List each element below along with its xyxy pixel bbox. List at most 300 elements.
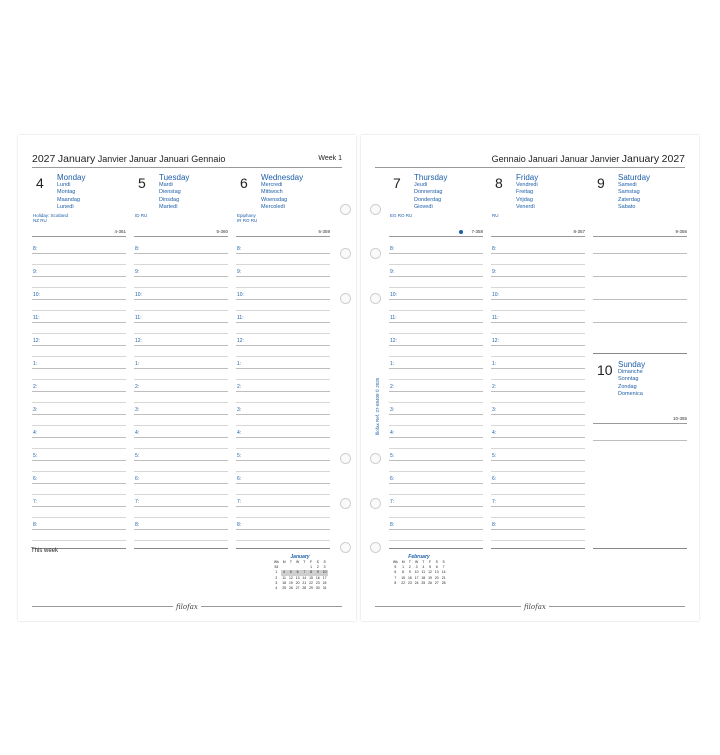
hour-label: 5: [135, 453, 140, 459]
hour-line [134, 437, 228, 438]
half-hour-line [491, 287, 585, 288]
half-hour-line [389, 448, 483, 449]
hour-label: 9: [33, 269, 38, 275]
half-hour-line [236, 356, 330, 357]
half-hour-line [32, 356, 126, 357]
weekend-divider [593, 353, 687, 354]
half-hour-line [134, 356, 228, 357]
day-name: Wednesday [261, 173, 304, 182]
hour-line [236, 276, 330, 277]
day-of-year [573, 229, 585, 234]
hour-line [32, 345, 126, 346]
calendar-day-cell: 7 [442, 565, 445, 570]
hour-label: 9: [390, 269, 395, 275]
day-translation: Lunedì [57, 203, 74, 210]
calendar-day-cell: 11 [282, 575, 286, 580]
day-translation: Samstag [618, 189, 640, 196]
hour-label: 12: [492, 338, 499, 344]
column-bottom-line [236, 548, 330, 549]
hour-label: 5: [33, 453, 38, 459]
half-hour-line [491, 402, 585, 403]
half-hour-line [236, 517, 330, 518]
calendar-day-cell: 17 [322, 575, 327, 580]
day-note-line: IR RO RU [237, 218, 258, 223]
day-translation: Mercredi [261, 182, 283, 188]
hour-line [491, 345, 585, 346]
day-of-year-text: 4-361 [114, 229, 126, 234]
hour-label: 3: [237, 407, 242, 413]
hour-line [32, 437, 126, 438]
calendar-header-cell: T [422, 560, 425, 565]
calendar-header-cell: S [435, 560, 438, 565]
binder-hole [340, 453, 351, 464]
calendar-header-cell: F [429, 560, 432, 565]
writing-line [593, 299, 687, 300]
calendar-day-cell: 26 [288, 586, 293, 591]
calendar-day-cell: 5 [394, 565, 397, 570]
half-hour-line [236, 287, 330, 288]
right-page-header [375, 153, 685, 168]
half-hour-line [32, 471, 126, 472]
binder-hole [340, 542, 351, 553]
week-number: Week 1 [318, 155, 342, 162]
calendar-header-cell: M [401, 560, 405, 565]
hour-line [32, 299, 126, 300]
calendar-header-cell: Wk [273, 560, 279, 565]
hour-line [491, 368, 585, 369]
hour-line [236, 437, 330, 438]
half-hour-line [32, 333, 126, 334]
calendar-day-cell: 22 [401, 580, 405, 585]
binder-hole [340, 498, 351, 509]
hour-label: 11: [237, 315, 244, 321]
calendar-day-cell: 15 [309, 575, 313, 580]
hour-line [32, 483, 126, 484]
day-divider [134, 236, 228, 237]
calendar-day-cell: 18 [421, 575, 426, 580]
hour-label: 4: [390, 430, 395, 436]
calendar-day-cell: 53 [274, 565, 279, 570]
day-translation: Venerdì [516, 203, 535, 210]
day-number: 6 [240, 175, 248, 191]
hour-line [236, 253, 330, 254]
hour-line [491, 414, 585, 415]
hour-label: 2: [390, 384, 395, 390]
half-hour-line [491, 310, 585, 311]
day-divider [236, 236, 330, 237]
day-note [237, 213, 257, 223]
hour-label: 8: [237, 522, 242, 528]
calendar-day-cell: 26 [428, 580, 432, 585]
half-hour-line [389, 517, 483, 518]
hour-label: 11: [33, 315, 40, 321]
hour-label: 1: [237, 361, 242, 367]
hour-label: 8: [390, 246, 395, 252]
calendar-day-cell: 4 [422, 565, 425, 570]
hour-label: 10: [390, 292, 397, 298]
day-translation: Freitag [516, 189, 534, 196]
hour-line [491, 483, 585, 484]
half-hour-line [236, 264, 330, 265]
calendar-header-cell: S [316, 560, 319, 565]
mini-calendar-january [272, 554, 328, 591]
hour-label: 11: [390, 315, 397, 321]
hour-line [134, 414, 228, 415]
day-divider [491, 236, 585, 237]
hour-label: 2: [135, 384, 140, 390]
month: January [57, 153, 96, 165]
calendar-day-cell: 14 [441, 570, 446, 575]
calendar-day-cell: 27 [295, 586, 300, 591]
half-hour-line [32, 287, 126, 288]
day-translations [618, 182, 640, 211]
half-hour-line [389, 356, 483, 357]
hour-line [389, 460, 483, 461]
day-translation: Mercoledì [261, 203, 286, 210]
day-of-year-text: 8-357 [573, 229, 585, 234]
right-page [361, 135, 699, 621]
half-hour-line [134, 425, 228, 426]
hour-label: 5: [492, 453, 497, 459]
binder-hole [340, 293, 351, 304]
mini-calendar-title: February [408, 554, 430, 560]
calendar-day-cell: 5 [429, 565, 431, 570]
hour-line [491, 529, 585, 530]
month: January [621, 153, 660, 165]
hour-label: 2: [33, 384, 38, 390]
day-name: Friday [516, 173, 539, 182]
calendar-day-cell: 24 [414, 580, 419, 585]
hour-label: 12: [237, 338, 244, 344]
calendar-day-cell: 10 [414, 570, 419, 575]
day-translation: Jeudi [414, 182, 428, 188]
hour-line [491, 322, 585, 323]
hour-label: 8: [492, 522, 497, 528]
day-translation: Mardi [159, 182, 173, 188]
half-hour-line [236, 402, 330, 403]
calendar-day-cell: 1 [402, 565, 405, 570]
hour-line [32, 460, 126, 461]
day-translation: Martedì [159, 203, 178, 210]
binder-hole [370, 293, 381, 304]
half-hour-line [134, 287, 228, 288]
day-translations [618, 369, 643, 398]
calendar-day-cell: 22 [309, 580, 313, 585]
hour-label: 10: [135, 292, 142, 298]
half-hour-line [491, 425, 585, 426]
day-divider [593, 423, 687, 424]
hour-line [491, 253, 585, 254]
day-translations [516, 182, 538, 211]
hour-label: 2: [492, 384, 497, 390]
hour-line [389, 368, 483, 369]
hour-line [389, 345, 483, 346]
half-hour-line [134, 264, 228, 265]
hour-line [32, 276, 126, 277]
day-translation: Mittwoch [261, 189, 283, 196]
hour-line [491, 299, 585, 300]
mini-calendar-title: January [290, 554, 310, 560]
calendar-day-cell: 2 [316, 565, 319, 570]
day-of-year [318, 229, 330, 234]
hour-label: 11: [492, 315, 499, 321]
calendar-day-cell: 5 [287, 570, 294, 575]
calendar-day-cell: 2 [408, 565, 411, 570]
calendar-day-cell: 1 [310, 565, 312, 570]
day-translation: Dinsdag [159, 196, 180, 203]
hour-label: 4: [135, 430, 140, 436]
calendar-day-cell: 31 [322, 586, 327, 591]
hour-line [32, 506, 126, 507]
half-hour-line [491, 540, 585, 541]
day-name: Thursday [414, 173, 448, 182]
hour-line [236, 299, 330, 300]
calendar-day-cell: 2 [275, 575, 278, 580]
day-name: Sunday [618, 360, 646, 369]
hour-line [389, 437, 483, 438]
year: 2027 [661, 153, 685, 165]
calendar-day-cell: 15 [401, 575, 405, 580]
half-hour-line [491, 448, 585, 449]
vertical-brand-text: filofax Ref. 27-68408 © 2025 [375, 377, 380, 435]
hour-label: 8: [135, 246, 140, 252]
hour-line [389, 299, 483, 300]
calendar-week-row [391, 581, 447, 586]
hour-label: 8: [492, 246, 497, 252]
calendar-day-cell: 7 [394, 575, 397, 580]
calendar-day-cell: 17 [414, 575, 419, 580]
hour-label: 9: [237, 269, 242, 275]
day-note-line: NZ RU [33, 218, 47, 223]
half-hour-line [32, 402, 126, 403]
hour-label: 5: [237, 453, 242, 459]
calendar-day-cell: 19 [288, 580, 293, 585]
month-translations: Janvier Januar Januari Gennaio [97, 154, 226, 164]
hour-label: 4: [237, 430, 242, 436]
day-note [390, 213, 412, 218]
hour-label: 8: [237, 246, 242, 252]
half-hour-line [236, 494, 330, 495]
day-number: 4 [36, 175, 44, 191]
day-of-year-text: 6-359 [318, 229, 330, 234]
writing-line [593, 440, 687, 441]
hour-label: 10: [237, 292, 244, 298]
hour-label: 12: [390, 338, 397, 344]
half-hour-line [236, 448, 330, 449]
year: 2027 [32, 153, 56, 165]
calendar-day-cell: 23 [407, 580, 412, 585]
day-translation: Maandag [57, 196, 80, 203]
binder-hole [370, 453, 381, 464]
hour-line [32, 529, 126, 530]
calendar-header-cell: W [295, 560, 300, 565]
day-divider [389, 236, 483, 237]
hour-label: 6: [135, 476, 140, 482]
half-hour-line [389, 379, 483, 380]
half-hour-line [32, 379, 126, 380]
hour-label: 7: [33, 499, 38, 505]
calendar-day-cell: 6 [294, 570, 301, 575]
hour-label: 3: [135, 407, 140, 413]
day-of-year [216, 229, 228, 234]
calendar-day-cell: 4 [281, 570, 288, 575]
half-hour-line [389, 264, 483, 265]
day-translation: Samedi [618, 182, 637, 188]
calendar-day-cell: 16 [315, 575, 320, 580]
left-page [18, 135, 356, 621]
column-bottom-line [593, 548, 687, 549]
calendar-day-cell: 24 [322, 580, 327, 585]
day-translation: Domenica [618, 390, 643, 397]
calendar-day-cell: 28 [302, 586, 307, 591]
calendar-header-cell: Wk [392, 560, 398, 565]
half-hour-line [236, 471, 330, 472]
left-page-header [32, 153, 342, 168]
hour-label: 10: [33, 292, 40, 298]
hour-line [236, 322, 330, 323]
hour-label: 8: [33, 522, 38, 528]
day-note-line: Holiday: Scotland [33, 213, 69, 218]
calendar-day-cell: 29 [309, 586, 313, 591]
column-bottom-line [134, 548, 228, 549]
calendar-day-cell: 12 [288, 575, 293, 580]
half-hour-line [134, 402, 228, 403]
half-hour-line [32, 517, 126, 518]
day-note-line: Epiphany [237, 213, 256, 218]
hour-label: 7: [390, 499, 395, 505]
hour-line [32, 391, 126, 392]
half-hour-line [134, 540, 228, 541]
half-hour-line [32, 425, 126, 426]
hour-line [134, 345, 228, 346]
half-hour-line [32, 540, 126, 541]
calendar-header-cell: S [442, 560, 445, 565]
calendar-header-cell: W [414, 560, 419, 565]
calendar-day-cell: 12 [428, 570, 432, 575]
hour-line [236, 460, 330, 461]
half-hour-line [491, 471, 585, 472]
half-hour-line [134, 517, 228, 518]
calendar-week-row [272, 586, 328, 591]
day-translation: Donnerstag [414, 189, 443, 196]
writing-line [593, 276, 687, 277]
hour-line [389, 276, 483, 277]
half-hour-line [236, 333, 330, 334]
hour-label: 3: [390, 407, 395, 413]
calendar-header-cell: T [408, 560, 411, 565]
day-of-year [673, 416, 687, 421]
calendar-day-cell: 21 [441, 575, 446, 580]
hour-line [236, 529, 330, 530]
calendar-day-cell: 19 [428, 575, 432, 580]
calendar-day-cell: 20 [295, 580, 300, 585]
hour-label: 12: [135, 338, 142, 344]
hour-label: 1: [135, 361, 140, 367]
calendar-day-cell: 25 [282, 586, 286, 591]
day-translation: Donderdag [414, 196, 442, 203]
day-translation: Giovedì [414, 203, 433, 210]
writing-line [593, 253, 687, 254]
calendar-day-cell: 27 [434, 580, 439, 585]
day-translation: Dienstag [159, 189, 181, 196]
day-note [33, 213, 68, 223]
binder-hole [370, 204, 381, 215]
hour-line [134, 506, 228, 507]
calendar-day-cell: 8 [402, 570, 405, 575]
hour-line [236, 345, 330, 346]
hour-line [32, 368, 126, 369]
hour-line [389, 322, 483, 323]
day-translation: Montag [57, 189, 76, 196]
day-divider [32, 236, 126, 237]
calendar-day-cell: 18 [282, 580, 286, 585]
half-hour-line [134, 494, 228, 495]
calendar-day-cell: 21 [302, 580, 307, 585]
day-number: 7 [393, 175, 401, 191]
hour-line [134, 322, 228, 323]
day-translations [261, 182, 287, 211]
calendar-day-cell: 14 [302, 575, 307, 580]
hour-line [236, 414, 330, 415]
day-name: Tuesday [159, 173, 190, 182]
half-hour-line [491, 356, 585, 357]
calendar-day-cell: 28 [441, 580, 446, 585]
calendar-day-cell: 9 [314, 570, 321, 575]
half-hour-line [389, 402, 483, 403]
hour-label: 4: [33, 430, 38, 436]
hour-line [491, 391, 585, 392]
day-of-year [675, 229, 687, 234]
hour-line [236, 391, 330, 392]
hour-label: 8: [33, 246, 38, 252]
hour-line [134, 460, 228, 461]
day-number: 8 [495, 175, 503, 191]
month-translations: Gennaio Januari Januar Janvier [491, 154, 620, 164]
day-translations [414, 182, 442, 211]
calendar-header-cell: T [289, 560, 292, 565]
hour-label: 7: [492, 499, 497, 505]
hour-label: 1: [492, 361, 497, 367]
binder-hole [340, 204, 351, 215]
hour-label: 10: [492, 292, 499, 298]
brand-logo: filofax [521, 603, 549, 611]
day-translation: Sabato [618, 203, 636, 210]
calendar-day-cell: 6 [394, 570, 397, 575]
hour-line [389, 506, 483, 507]
hour-line [389, 414, 483, 415]
hour-line [134, 483, 228, 484]
day-translation: Woensdag [261, 196, 288, 203]
half-hour-line [491, 264, 585, 265]
hour-label: 5: [390, 453, 395, 459]
column-bottom-line [389, 548, 483, 549]
hour-line [134, 391, 228, 392]
half-hour-line [236, 540, 330, 541]
calendar-day-cell: 25 [421, 580, 426, 585]
hour-line [491, 276, 585, 277]
half-hour-line [32, 264, 126, 265]
half-hour-line [134, 448, 228, 449]
hour-line [389, 253, 483, 254]
day-name: Monday [57, 173, 86, 182]
half-hour-line [389, 540, 483, 541]
half-hour-line [491, 333, 585, 334]
calendar-day-cell: 13 [295, 575, 300, 580]
half-hour-line [389, 494, 483, 495]
half-hour-line [32, 310, 126, 311]
half-hour-line [491, 517, 585, 518]
hour-line [32, 414, 126, 415]
